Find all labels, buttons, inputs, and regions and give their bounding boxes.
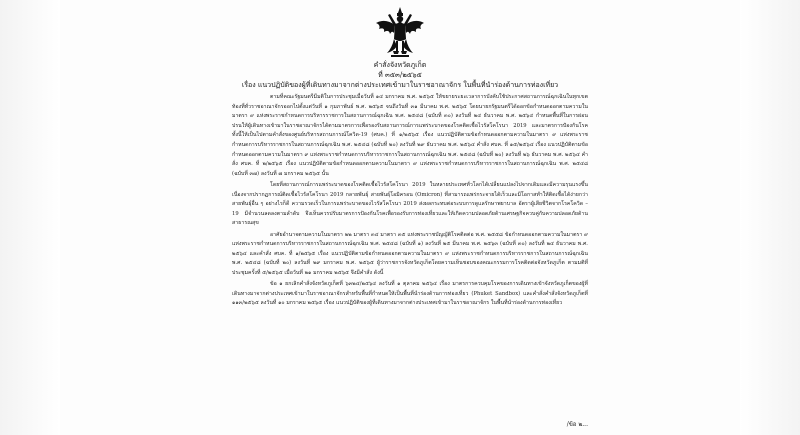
document-header <box>0 60 800 90</box>
garuda-emblem-icon <box>373 6 427 58</box>
document-body <box>232 93 588 309</box>
order-subject: เรื่อง แนวปฏิบัติของผู้ที่เดินทางมาจากต่างประเทศเข้ามาในราชอาณาจักร ในพื้นที่นำร่องด้านการท่องเที่ยว <box>241 81 559 89</box>
continuation-mark: /ข้อ ๒... <box>566 421 588 428</box>
issuer-title: คำสั่งจังหวัดภูเก็ต <box>373 61 427 69</box>
order-number: ที่ ๓๕๓/๒๕๖๕ <box>378 71 422 79</box>
paragraph: อาศัยอำนาจตามความในมาตรา ๒๒ มาตรา ๓๔ มาตรา ๓๕ แห่งพระราชบัญญัติโรคติดต่อ พ.ศ. ๒๕๕๘ ข้อกำหนดออกตามความในมาตรา ๙ แห่งพระราชกำหนดการบริหารราชการในสถานการณ์ฉุกเฉิน พ.ศ. ๒๕๔๘ (ฉบับที่ ๑) ลงวันที่ ๒๕ มีนาคม พ.ศ. ๒๕๖๓ (ฉบับที่ ๓๐) ลงวันที่ ๒๔ ธันวาคม พ.ศ. ๒๕๖๔ และคำสั่ง ศบค. ที่ ๑/๒๕๖๕ เรื่อง แนวปฏิบัติตามข้อกำหนดออกตามความในมาตรา ๙ แห่งพระราชกำหนดการบริหารราชการในสถานการณ์ฉุกเฉิน พ.ศ. ๒๕๔๘ (ฉบับที่ ๒๐) ลงวันที่ ๒๙ มกราคม พ.ศ. ๒๕๖๕ ผู้ว่าราชการจังหวัดภูเก็ตโดยความเห็นชอบของคณะกรรมการโรคติดต่อจังหวัดภูเก็ต ตามมติที่ประชุมครั้งที่ ๕/๒๕๖๕ เมื่อวันที่ ๒๑ มกราคม ๒๕๖๕ จึงมีคำสั่ง ดังนี้ <box>232 231 588 276</box>
paragraph: ข้อ ๑ ยกเลิกคำสั่งจังหวัดภูเก็ตที่ ๖๓๒๔/๒๕๖๔ ลงวันที่ ๑ ตุลาคม ๒๕๖๔ เรื่อง มาตรการควบคุมโรคของการเดินทางเข้าจังหวัดภูเก็ตของผู้ที่เดินทางมาจากต่างประเทศเข้ามาในราชอาณาจักรสำหรับพื้นที่กำหนดให้เป็นพื้นที่นำร่องด้านการท่องเที่ยว (Phuket Sandbox) และคำสั่งคำสั่งจังหวัดภูเก็ตที่ ๑๑๓/๒๕๖๕ ลงวันที่ ๑๐ มกราคม ๒๕๖๕ เรื่อง แนวปฏิบัติของผู้ที่เดินทางมาจากต่างประเทศเข้ามาในราชอาณาจักร ในพื้นที่นำร่องด้านการท่องเที่ยว <box>232 281 588 307</box>
paragraph: ตามที่คณะรัฐมนตรีมีมติในการประชุมเมื่อวันที่ ๑๔ มกราคม พ.ศ. ๒๕๖๕ ให้ขยายระยะเวลาการบังคับใช้ประกาศสถานการณ์ฉุกเฉินในทุกเขตท้องที่ทั่วราชอาณาจักรออกไปตั้งแต่วันที่ ๑ กุมภาพันธ์ พ.ศ. ๒๕๖๕ จนถึงวันที่ ๓๑ มีนาคม พ.ศ. ๒๕๖๕ โดยนายกรัฐมนตรีได้ออกข้อกำหนดออกตามความในมาตรา ๙ แห่งพระราชกำหนดการบริหารราชการในสถานการณ์ฉุกเฉิน พ.ศ. ๒๕๔๘ (ฉบับที่ ๓๐) ลงวันที่ ๒๔ ธันวาคม พ.ศ. ๒๕๖๔ กำหนดพื้นที่ในการผ่อนปรนให้ผู้เดินทางเข้ามาในราชอาณาจักรได้ตามมาตรการเพื่อรองรับสถานการณ์การแพร่ระบาดของโรคติดเชื้อไวรัสโคโรนา 2019 และมาตรการป้องกันโรค ทั้งนี้ให้เป็นไปตามคำสั่งของศูนย์บริหารสถานการณ์โควิด-19 (ศบค.) ที่ ๑/๒๕๖๕ เรื่อง แนวปฏิบัติตามข้อกำหนดออกตามความในมาตรา ๙ แห่งพระราชกำหนดการบริหารราชการในสถานการณ์ฉุกเฉิน พ.ศ. ๒๕๔๘ (ฉบับที่ ๒๐) ลงวันที่ ๒๙ ธันวาคม พ.ศ. ๒๕๖๔ คำสั่ง ศบค. ที่ ๑๕/๒๕๖๔ เรื่อง แนวปฏิบัติตามข้อกำหนดออกตามความในมาตรา ๙ แห่งพระราชกำหนดการบริหารราชการในสถานการณ์ฉุกเฉิน พ.ศ. ๒๕๔๘ (ฉบับที่ ๒๐) ลงวันที่ ๒๖ ธันวาคม พ.ศ. ๒๕๖๔ คำสั่ง ศบค. ที่ ๒/๒๕๖๕ เรื่อง แนวปฏิบัติตามข้อกำหนดออกตามความในมาตรา ๙ แห่งพระราชกำหนดการบริหารราชการในสถานการณ์ฉุกเฉิน พ.ศ. ๒๕๔๘ (ฉบับที่ ๓๗) ลงวันที่ ๗ มกราคม ๒๕๖๕ นั้น <box>232 94 588 177</box>
paragraph: โดยที่สถานการณ์การแพร่ระบาดของโรคติดเชื้อไวรัสโคโรนา 2019 ในหลายประเทศทั่วโลกได้เปลี่ยนแปลงไปจากเดิมและมีความรุนแรงขึ้น เนื่องจากปรากฏการณ์ติดเชื้อไวรัสโคโรนา 2019 กลายพันธุ์ สายพันธุ์โอมิครอน (Omicron) ที่สามารถแพร่กระจายได้เร็วและมีโอกาสทำให้ติดเชื้อได้ง่ายกว่าสายพันธุ์อื่น ๆ อย่างไรก็ดี ความรวดเร็วในการแพร่ระบาดของไวรัสโคโรนา 2019 ส่งผลกระทบต่อระบบการดูแลรักษาพยาบาล อัตราผู้เสียชีวิตจากโรคโควิด – 19 มีจำนวนลดลงตามลำดับ จึงเห็นควรปรับมาตรการป้องกันโรคเพื่อรองรับการท่องเที่ยวและให้เกิดความปลอดภัยด้านเศรษฐกิจควบคู่กับความปลอดภัยด้านสาธารณสุข <box>232 181 588 227</box>
